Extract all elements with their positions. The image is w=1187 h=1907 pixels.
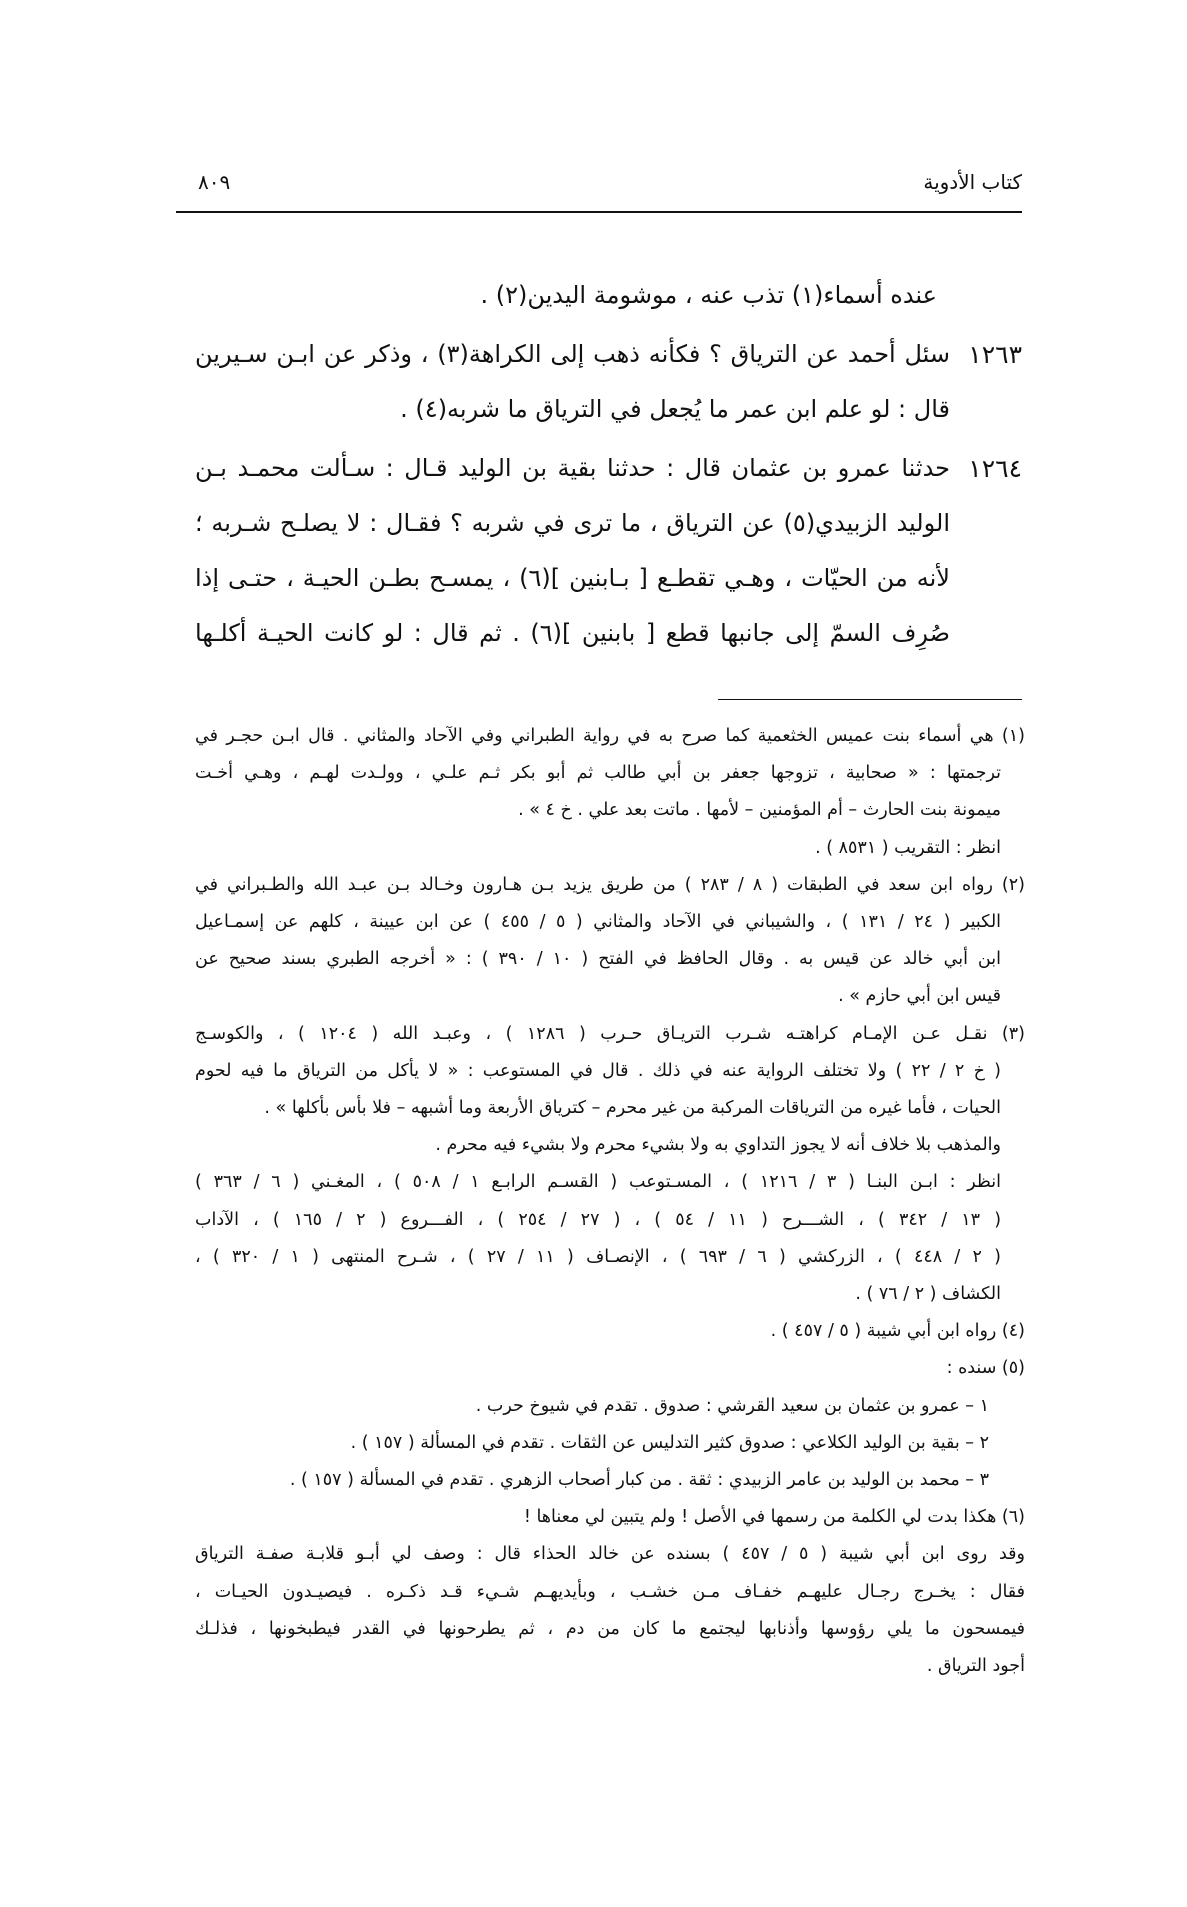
- footnote-line: (٣) نقـل عـن الإمـام كراهتـه شـرب التريـاق حـرب ( ١٢٨٦ ) ، وعبـد الله ( ١٢٠٤ ) ، والكوسـج: [195, 1023, 1025, 1044]
- footnotes: [195, 718, 1025, 1685]
- footnote-separator: [718, 699, 1022, 700]
- text-line: عنده أسماء(١) تذب عنه ، موشومة اليدين(٢) .: [480, 281, 937, 309]
- paragraph: [195, 268, 1022, 323]
- footnote-line: ترجمتها : « صحابية ، تزوجها جعفر بن أبي طالب ثم أبو بكر ثـم علـي ، وولـدت لهـم ، وهـي أخـت: [195, 763, 1001, 784]
- text-line: حدثنا عمرو بن عثمان قال : حدثنا بقية بن الوليد قـال : سـألت محمـد بـن: [195, 454, 950, 482]
- footnote-line: ( ١٣ / ٣٤٢ ) ، الشـــرح ( ١١ / ٥٤ ) ، ( ٢٧ / ٢٥٤ ) ، الفـــروع ( ٢ / ١٦٥ ) ، الآداب: [195, 1209, 1002, 1230]
- text-line: سئل أحمد عن الترياق ؟ فكأنه ذهب إلى الكراهة(٣) ، وذكر عن ابـن سـيرين: [195, 340, 951, 368]
- footnote-line: الكبير ( ٢٤ / ١٣١ ) ، والشيباني في الآحاد والمثاني ( ٥ / ٤٥٥ ) عن ابن عيينة ، كلهم عن إسمـاعيل: [195, 912, 1002, 933]
- footnote-line: ٢ – بقية بن الوليد الكلاعي : صدوق كثير التدليس عن الثقات . تقدم في المسألة ( ١٥٧ ) .: [350, 1432, 989, 1453]
- chapter-title: كتاب الأدوية: [923, 170, 1022, 194]
- footnote-line: (٥) سنده :: [946, 1358, 1025, 1379]
- paragraph: [195, 327, 1022, 437]
- footnote-line: ( ٢ / ٤٤٨ ) ، الزركشي ( ٦ / ٦٩٣ ) ، الإنصـاف ( ١١ / ٢٧ ) ، شـرح المنتهى ( ١ / ٣٢٠ ) ،: [195, 1246, 1002, 1267]
- footnote-line: أجود الترياق .: [926, 1656, 1025, 1677]
- footnote-line: والمذهب بلا خلاف أنه لا يجوز التداوي به ولا بشيء محرم ولا بشيء فيه محرم .: [435, 1135, 1001, 1156]
- footnote-line: انظر : التقريب ( ٨٥٣١ ) .: [815, 837, 1001, 858]
- running-header: [176, 170, 1022, 206]
- text-line: الوليد الزبيدي(٥) عن الترياق ، ما ترى في شربه ؟ فقـال : لا يصلـح شـربه ؛: [195, 509, 950, 537]
- footnote-line: فيمسحون ما يلي رؤوسها وأذنابها ليجتمع ما كان من دم ، ثم يطرحونها في القدر فيطبخونها ، فذلـك: [195, 1618, 1025, 1639]
- footnote-line: انظر : ابـن البنـا ( ٣ / ١٢١٦ ) ، المسـتوعب ( القسـم الرابـع ١ / ٥٠٨ ) ، المغـني ( ٦ / ٣٦٣ ): [195, 1172, 1002, 1193]
- footnote-line: فقال : يخـرج رجـال عليهـم خفـاف مـن خشـب ، وبأيديهـم شـيء قـد ذكـره . فيصيـدون الحيـات ،: [195, 1581, 1025, 1602]
- footnote-line: ( خ ٢ / ٢٢ ) ولا تختلف الرواية عنه في ذلك . قال في المستوعب : « لا يأكل من الترياق ما فيه لحوم: [195, 1060, 1002, 1081]
- main-text: [195, 268, 1022, 661]
- footnote-line: (٦) هكذا بدت لي الكلمة من رسمها في الأصل ! ولم يتبين لي معناها !: [523, 1507, 1025, 1528]
- footnote-line: (١) هي أسماء بنت عميس الخثعمية كما صرح به في رواية الطبراني وفي الآحاد والمثاني . قال ابـن حجـر في: [195, 726, 1025, 746]
- text-line: لأنه من الحيّات ، وهـي تقطـع [ بـابنين ](٦) ، يمسـح بطـن الحيـة ، حتـى إذا: [195, 564, 950, 592]
- footnote-line: ميمونة بنت الحارث – أم المؤمنين – لأمها . ماتت بعد علي . خ ٤ » .: [518, 800, 1001, 821]
- footnote-line: الحيات ، فأما غيره من الترياقات المركبة من غير محرم – كترياق الأربعة وما أشبهه – فلا بأس بأكلها » .: [264, 1098, 1001, 1119]
- footnote-line: قيس ابن أبي حازم » .: [838, 986, 1001, 1007]
- footnote-line: ابن أبي خالد عن قيس به . وقال الحافظ في الفتح ( ١٠ / ٣٩٠ ) : « أخرجه الطبري بسند صحيح عن: [195, 949, 1001, 970]
- paragraph-number: ١٢٦٤: [968, 454, 1022, 483]
- header-rule: [176, 211, 1022, 213]
- footnote-line: الكشاف ( ٢ / ٧٦ ) .: [855, 1284, 1001, 1305]
- footnote-line: ٣ – محمد بن الوليد بن عامر الزبيدي : ثقة . من كبار أصحاب الزهري . تقدم في المسألة ( ١٥٧ ) .: [289, 1470, 989, 1491]
- paragraph-number: ١٢٦٣: [968, 340, 1022, 369]
- text-line: قال : لو علم ابن عمر ما يُجعل في الترياق ما شربه(٤) .: [400, 395, 950, 423]
- footnote-line: (٤) رواه ابن أبي شيبة ( ٥ / ٤٥٧ ) .: [770, 1321, 1025, 1342]
- footnote-line: وقد روى ابن أبي شيبة ( ٥ / ٤٥٧ ) بسنده عن خالد الحذاء قال : وصف لي أبـو قلابـة صفـة الترياق: [195, 1544, 1025, 1565]
- page-number: ٨٠٩: [198, 170, 231, 194]
- text-line: صُرِف السمّ إلى جانبها قطع [ بابنين ](٦) . ثم قال : لو كانت الحيـة أكلـها: [195, 619, 950, 647]
- footnote-line: ١ – عمرو بن عثمان بن سعيد القرشي : صدوق . تقدم في شيوخ حرب .: [475, 1395, 989, 1416]
- footnote-line: (٢) رواه ابن سعد في الطبقات ( ٨ / ٢٨٣ ) من طريق يزيد بـن هـارون وخـالد بـن عبـد الله والطـبراني في: [195, 874, 1025, 895]
- paragraph: [195, 441, 1022, 661]
